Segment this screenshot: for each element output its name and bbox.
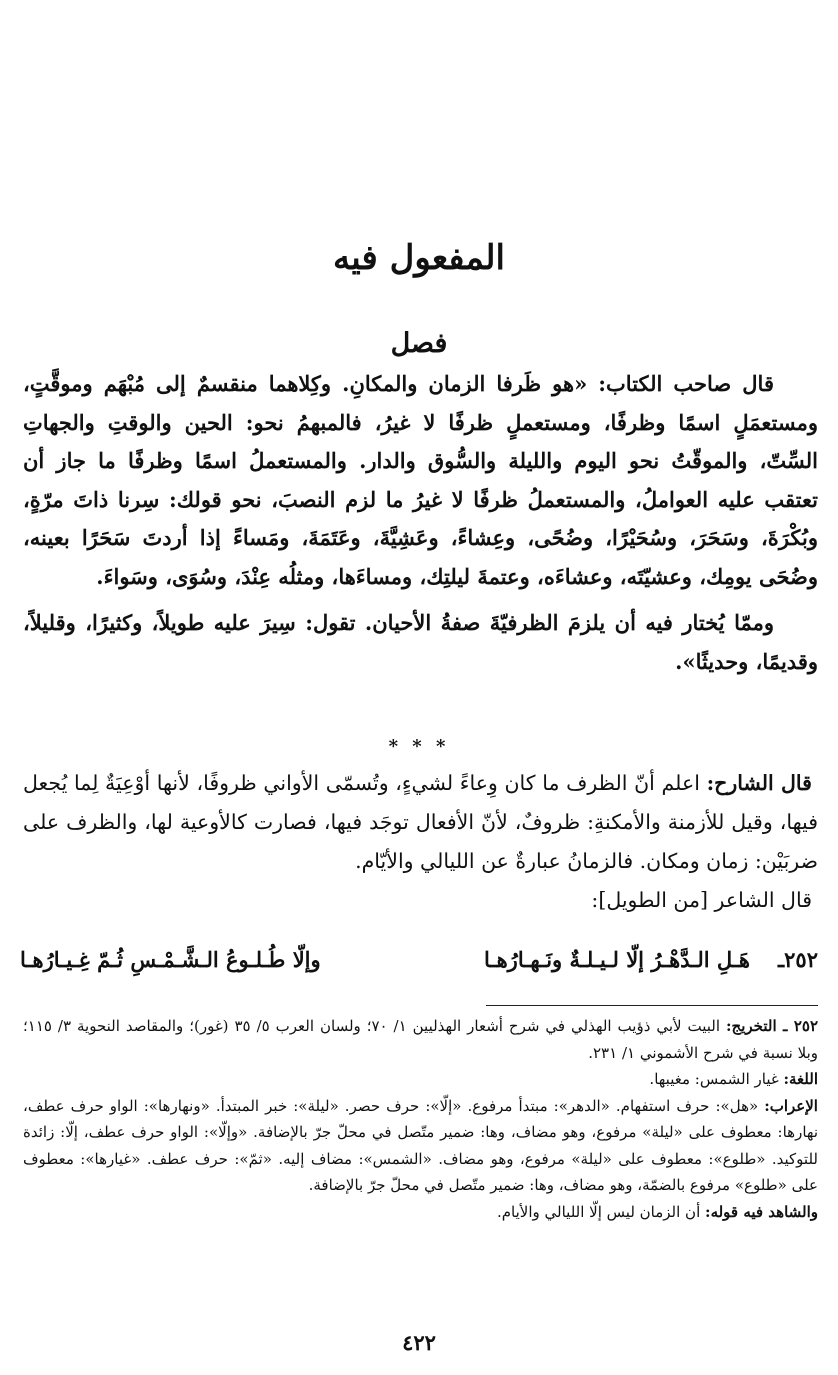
footnote-divider: [486, 1005, 818, 1006]
irab-label: الإعراب:: [764, 1096, 818, 1115]
matn-paragraph-1: قال صاحب الكتاب: «هو ظَرفا الزمان والمكانِ. وكِلاهما منقسمٌ إلى مُبْهَم وموقَّتٍ، ومستعمَلٍ اسمًا وظرفًا، ومستعملٍ ظرفًا لا غيرُ، فالمبهمُ نحو: الحين والوقتِ والجهاتِ السِّتّ، والموقّتُ نحو اليوم والليلة والسُّوق والدار. والمستعملُ اسمًا وظرفًا ما جاز أن تعتقب عليه العواملُ، والمستعملُ ظرفًا لا غيرُ ما لزم النصبَ، نحو قولك: سِرنا ذاتَ مرّةٍ، وبُكْرَةَ، وسَحَرَ، وسُحَيْرًا، وضُحًى، وعِشاءً، وعَشِيَّةَ، وعَتَمَةَ، ومَساءً إذا أردتَ سَحَرًا بعينه، وضُحَى يومِك، وعشيّتَه، وعشاءَه، وعتمةَ ليلتِك، ومساءَها، ومثلُه عِنْدَ، وسُوَى، وسَواءَ.: [23, 371, 818, 589]
commentary-block: [23, 764, 818, 920]
verse-first-hemistich: هَـلِ الـدَّهْـرُ إلّا لـيـلـةٌ ونَـهـارُهـا: [484, 947, 750, 972]
takhrij-text: البيت لأبي ذؤيب الهذلي في شرح أشعار الهذليين ١/ ٧٠؛ ولسان العرب ٥/ ٣٥ (غور)؛ والمقاصد النحوية ٣/ ١١٥؛ وبلا نسبة في شرح الأشموني ١/ ٢٣١.: [23, 1017, 818, 1062]
footnote-takhrij: [23, 1013, 818, 1066]
footnote-lugha: [23, 1066, 818, 1093]
verse-second-hemistich: وإلّا طُـلـوعُ الـشَّـمْـسِ ثُـمّ غِـيـارُهـا: [20, 947, 321, 972]
commentator-label: قال الشارح:: [706, 771, 812, 795]
section-separator: * * *: [388, 736, 450, 757]
footnote-shahid: [23, 1199, 818, 1226]
commentary-paragraph: [23, 764, 818, 881]
section-title: فصل: [390, 328, 448, 359]
matn-paragraph-2: وممّا يُختار فيه أن يلزمَ الظرفيّةَ صفةُ الأحيان. تقول: سِيرَ عليه طويلاً، وكثيرًا، وقليلاً، وقديمًا، وحديثًا».: [23, 610, 818, 674]
lugha-text: غيار الشمس: مغيبها.: [649, 1070, 779, 1088]
footnote-irab: [23, 1093, 818, 1199]
page-number: ٤٢٢: [402, 1330, 436, 1355]
footnotes-block: [23, 1013, 818, 1225]
matn-text-block: [23, 365, 818, 681]
irab-text: «هل»: حرف استفهام. «الدهر»: مبتدأ مرفوع. «إلّا»: حرف حصر. «ليلة»: خبر المبتدأ. «ونهارها»: الواو حرف عطف، نهارها: معطوف على «ليلة» مرفوع، وهو مضاف، وها: ضمير متّصل في محلّ جرّ بالإضافة. «وإلّا»: الواو حرف عطف، إلّا: زائدة للتوكيد. «طلوع»: معطوف على «ليلة» مرفوع، وهو مضاف. «الشمس»: مضاف إليه. «ثمّ»: حرف عطف. «غيارها»: معطوف على «طلوع» مرفوع بالضمّة، وهو مضاف، وها: ضمير متّصل في محلّ جرّ بالإضافة.: [23, 1096, 818, 1194]
verse-number: ٢٥٢ـ: [778, 947, 818, 972]
poet-intro: قال الشاعر [من الطويل]:: [591, 888, 812, 912]
commentary-text: اعلم أنّ الظرف ما كان وِعاءً لشيءٍ، وتُسمّى الأواني ظروفًا، لأنها أوْعِيَةٌ لِما يُجعل فيها، وقيل للأزمنة والأمكنةِ: ظروفٌ، لأنّ الأفعال توجَد فيها، فصارت كالأوعية لها، والظرف على ضربَيْن: زمان ومكان. فالزمانُ عبارةٌ عن الليالي والأيّام.: [23, 771, 818, 873]
shahid-text: أن الزمان ليس إلّا الليالي والأيام.: [497, 1202, 701, 1221]
shahid-label: والشاهد فيه قوله:: [705, 1202, 818, 1221]
chapter-title: المفعول فيه: [333, 238, 505, 278]
lugha-label: اللغة:: [783, 1070, 818, 1088]
takhrij-label: ٢٥٢ ـ التخريج:: [726, 1017, 818, 1035]
